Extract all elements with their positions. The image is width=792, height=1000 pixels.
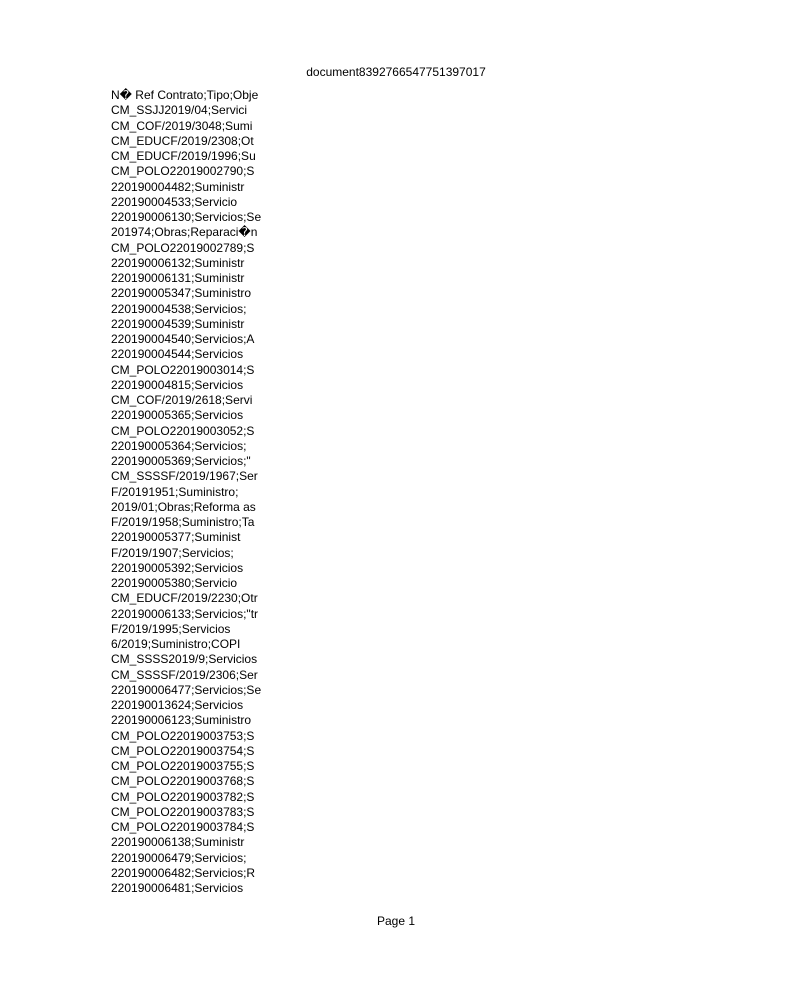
csv-line: CM_SSJJ2019/04;Servici: [111, 103, 248, 118]
csv-line: 220190004533;Servicio: [111, 194, 238, 209]
csv-line: 220190006481;Servicios: [111, 881, 244, 895]
csv-line: CM_POLO22019003052;S: [111, 423, 255, 438]
document-title: document8392766547751397017: [306, 65, 486, 79]
csv-line: CM_POLO22019003755;S: [111, 759, 255, 773]
csv-line: 220190006138;Suministr: [111, 835, 245, 850]
csv-line: CM_EDUCF/2019/1996;Su: [111, 149, 256, 163]
csv-line: CM_EDUCF/2019/2308;Ot: [111, 133, 254, 148]
csv-line: 220190005347;Suministro: [111, 286, 252, 301]
csv-line: CM_EDUCF/2019/2230;Otr: [111, 591, 258, 606]
csv-line: 220190005392;Servicios: [111, 560, 244, 575]
csv-line: 220190005377;Suminist: [111, 530, 241, 545]
csv-line: 220190005365;Servicios: [111, 408, 244, 423]
csv-line: CM_POLO22019002790;S: [111, 164, 255, 179]
csv-line: CM_COF/2019/3048;Sumi: [111, 118, 253, 133]
csv-line: 220190005380;Servicio: [111, 576, 238, 590]
csv-line: CM_POLO22019002789;S: [111, 240, 255, 255]
csv-line: CM_POLO22019003014;S: [111, 362, 255, 377]
csv-line: N� Ref Contrato;Tipo;Obje: [111, 88, 259, 102]
csv-line: 220190004544;Servicios: [111, 347, 244, 362]
csv-line: CM_COF/2019/2618;Servi: [111, 393, 253, 407]
csv-line: 220190006133;Servicios;"tr: [111, 606, 259, 621]
csv-line: 220190006482;Servicios;R: [111, 865, 256, 880]
csv-line: 220190006131;Suministr: [111, 271, 245, 285]
csv-line: CM_POLO22019003783;S: [111, 804, 255, 819]
csv-line: CM_POLO22019003784;S: [111, 820, 255, 834]
csv-line: F/2019/1958;Suministro;Ta: [111, 515, 255, 529]
csv-line: 2019/01;Obras;Reforma as: [111, 499, 256, 514]
csv-line: CM_SSSS2019/9;Servicios: [111, 652, 258, 667]
csv-line: 220190013624;Servicios: [111, 698, 244, 712]
csv-line: 220190005364;Servicios;: [111, 438, 247, 453]
csv-line: 220190006132;Suministr: [111, 255, 245, 270]
csv-line: F/20191951;Suministro;: [111, 484, 239, 499]
csv-line: CM_SSSSF/2019/2306;Ser: [111, 667, 258, 682]
csv-line: F/2019/1907;Servicios;: [111, 545, 234, 560]
csv-line: 220190004539;Suministr: [111, 316, 245, 331]
csv-line: 220190006479;Servicios;: [111, 850, 247, 865]
page-number: Page 1: [376, 914, 416, 928]
csv-line: CM_SSSSF/2019/1967;Ser: [111, 469, 258, 484]
csv-line: CM_POLO22019003782;S: [111, 789, 255, 804]
csv-line: 220190006123;Suministro: [111, 713, 252, 728]
csv-line: 220190006477;Servicios;Se: [111, 682, 262, 697]
csv-line: F/2019/1995;Servicios: [111, 621, 231, 636]
csv-line: 220190004538;Servicios;: [111, 301, 247, 316]
csv-line: 220190004815;Servicios: [111, 377, 244, 392]
csv-line: 201974;Obras;Reparaci�n: [111, 225, 258, 240]
csv-line: CM_POLO22019003754;S: [111, 743, 255, 758]
csv-line: 220190006130;Servicios;Se: [111, 210, 262, 224]
csv-line: 220190005369;Servicios;": [111, 454, 251, 468]
csv-line: 220190004540;Servicios;A: [111, 332, 255, 346]
csv-line: CM_POLO22019003768;S: [111, 774, 255, 789]
csv-line: 220190004482;Suministr: [111, 179, 245, 194]
csv-line: CM_POLO22019003753;S: [111, 728, 255, 743]
csv-line: 6/2019;Suministro;COPI: [111, 637, 241, 651]
csv-content: [111, 88, 671, 896]
